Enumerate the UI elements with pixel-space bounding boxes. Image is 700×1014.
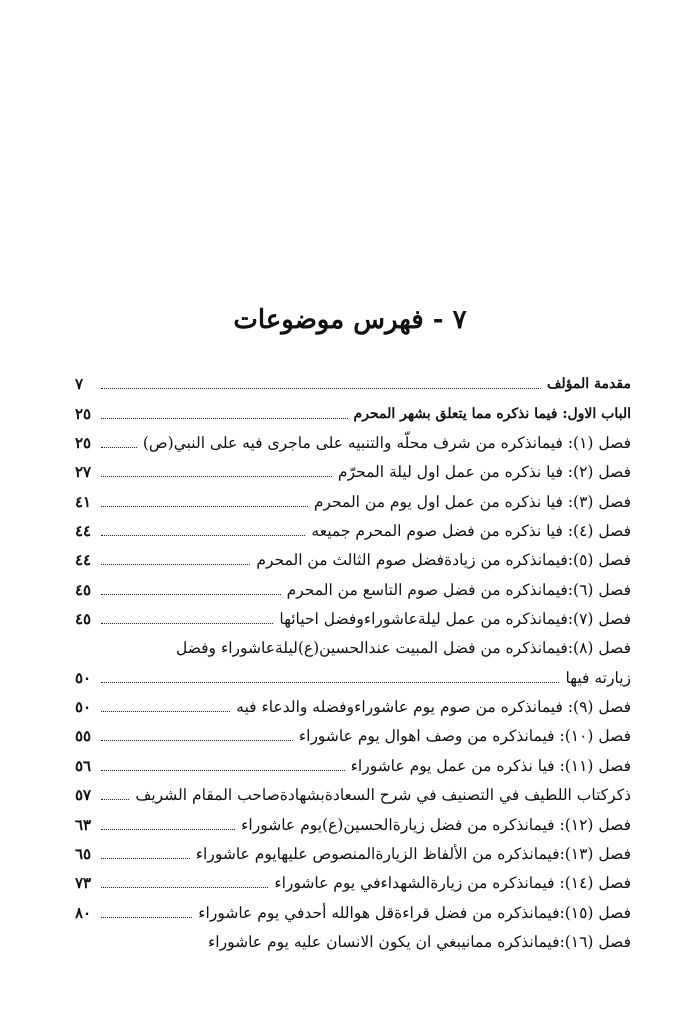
toc-entry-title: مقدمة المؤلف [546, 376, 631, 393]
toc-page-number: ٢٧ [75, 463, 92, 482]
dot-leader [101, 858, 190, 859]
toc-entry [75, 747, 631, 776]
toc-entry [75, 924, 631, 953]
dot-leader [101, 506, 308, 507]
toc-entry-title: الباب الاول: فيما نذكره مما يتعلق بشهر المحرم [353, 405, 631, 422]
dot-leader [101, 594, 281, 595]
dot-leader [101, 535, 305, 536]
toc-entry [75, 366, 631, 395]
toc-entry-title: فصل (٥):فيمانذكره من زيادةفضل صوم الثالث من المحرم [256, 551, 631, 570]
toc-page-number: ٢٥ [75, 404, 92, 423]
toc-entry-title: فصل (٢): فيا نذكره من عمل اول ليلة المحرّم [337, 463, 631, 482]
toc-entry [75, 571, 631, 600]
toc-entry-title: فصل (٣): فيا نذكره من عمل اول يوم من المحرم [313, 492, 631, 511]
toc-entry [75, 630, 631, 659]
toc-entry [75, 395, 631, 424]
dot-leader [101, 476, 332, 477]
toc-heading: ٧ - فهرس موضوعات [233, 305, 467, 335]
toc-entry [75, 689, 631, 718]
toc-entry [75, 777, 631, 806]
dot-leader [101, 623, 273, 624]
toc-page-number: ٢٥ [75, 434, 92, 453]
dot-leader [101, 799, 129, 800]
toc-entry-title: فصل (١٦):فيمانذكره ممانيبغي ان يكون الانسان عليه يوم عاشوراء [208, 932, 631, 951]
dot-leader [101, 447, 137, 448]
toc-entry [75, 659, 631, 688]
toc-entry [75, 601, 631, 630]
dot-leader [101, 770, 345, 771]
toc-entry-title: فصل (٨):فيمانذكره من فضل المبيت عندالحسين(ع)ليلةعاشوراء وفضل [175, 639, 631, 658]
toc-entry-title: فصل (٩): فيمانذكره من صوم يوم عاشوراءوفضله والدعاء فيه [236, 698, 631, 717]
toc-entry [75, 836, 631, 865]
toc-page-number: ٤٥ [75, 610, 92, 629]
toc-page-number: ٧٣ [75, 874, 92, 893]
toc-page-number: ٥٦ [75, 756, 92, 775]
dot-leader [101, 740, 293, 741]
toc-entry-title: ذكركتاب اللطيف في التصنيف في شرح السعادةبشهادةصاحب المقام الشريف [135, 786, 631, 805]
dot-leader [101, 418, 348, 419]
toc-page-number: ٥٧ [75, 786, 92, 805]
dot-leader [101, 887, 268, 888]
toc-entry [75, 865, 631, 894]
toc-page-number: ٥٠ [75, 668, 92, 687]
dot-leader [101, 564, 250, 565]
toc-entry [75, 806, 631, 835]
toc-entry [75, 483, 631, 512]
toc-entry [75, 894, 631, 923]
toc-page-number: ٥٠ [75, 698, 92, 717]
toc-page-number: ٧ [75, 375, 84, 394]
toc-entry [75, 425, 631, 454]
dot-leader [101, 917, 192, 918]
table-of-contents [75, 366, 631, 953]
toc-page-number: ٤٤ [75, 551, 92, 570]
toc-page-number: ٤٥ [75, 580, 92, 599]
toc-entry-title: فصل (٧):فيمانذكره من عمل ليلةعاشوراءوفضل احيائها [279, 610, 631, 629]
toc-entry-title: فصل (١٤): فيمانذكره من زيارةالشهداءفي يوم عاشوراء [274, 874, 631, 893]
toc-entry-title: فصل (٤): فيا نذكره من فضل صوم المحرم جميعه [311, 522, 631, 541]
toc-entry-title: فصل (٦):فيمانذكره من فضل صوم التاسع من المحرم [286, 580, 631, 599]
dot-leader [101, 711, 230, 712]
toc-page-number: ٦٣ [75, 815, 92, 834]
dot-leader [101, 388, 541, 389]
toc-entry [75, 454, 631, 483]
toc-entry-title: فصل (١): فيمانذكره من شرف محلّه والتنبيه على ماجرى فيه على النبي(ص) [142, 434, 631, 453]
toc-entry-title: فصل (١٣):فيمانذكره من الألفاظ الزيارةالمنصوص عليهايوم عاشوراء [195, 844, 631, 863]
toc-entry-title: فصل (١٠): فيمانذكره من وصف اهوال يوم عاشوراء [298, 727, 631, 746]
toc-entry-title: فصل (١١): فيا نذكره من عمل يوم عاشوراء [350, 756, 631, 775]
toc-entry-title: فصل (١٥):فيمانذكره من فضل قراءةقل هوالله أحدفي يوم عاشوراء [198, 903, 631, 922]
toc-page-number: ٤٤ [75, 522, 92, 541]
toc-page-number: ٥٥ [75, 727, 92, 746]
dot-leader [101, 829, 235, 830]
toc-entry-title: زيارته فيها [565, 668, 631, 687]
toc-entry-title: فصل (١٢): فيمانذكره من فضل زيارةالحسين(ع)يوم عاشوراء [241, 815, 631, 834]
toc-page-number: ٦٥ [75, 844, 92, 863]
toc-entry [75, 542, 631, 571]
toc-entry [75, 513, 631, 542]
toc-page-number: ٨٠ [75, 903, 92, 922]
toc-entry [75, 718, 631, 747]
dot-leader [101, 682, 559, 683]
toc-page-number: ٤١ [75, 492, 92, 511]
